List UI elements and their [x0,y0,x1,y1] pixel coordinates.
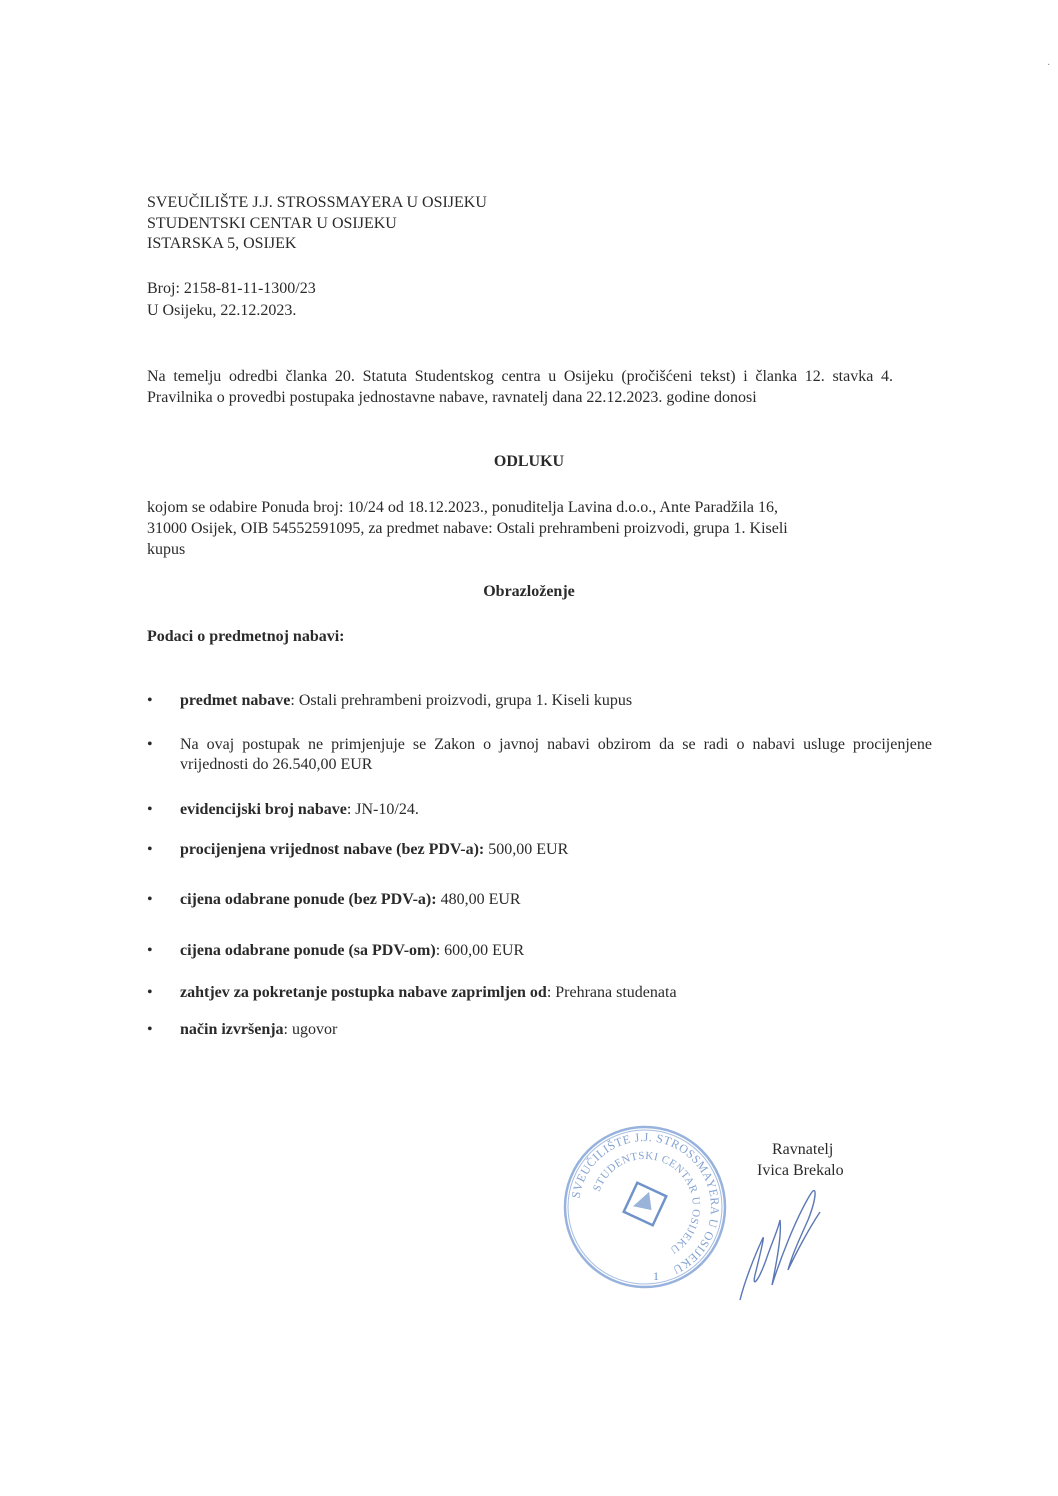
intro-paragraph: Na temelju odredbi članka 20. Statuta Studentskog centra u Osijeku (pročišćeni tekst) i članka 12. stavka 4. Pravilnika o provedbi postupaka jednostavne nabave, ravnatelj dana 22.12.2023. godine donosi [147,368,893,406]
reason-title: Obrazloženje [483,583,575,600]
item-value: 500,00 EUR [484,841,569,858]
bullet-icon: • [147,1021,153,1038]
header-line-3: ISTARSKA 5, OSIJEK [147,235,297,252]
list-item [180,941,932,961]
bullet-icon: • [147,942,153,959]
item-label: predmet nabave [180,692,291,709]
item-label: način izvršenja [180,1021,284,1038]
item-label: cijena odabrane ponude (bez PDV-a): [180,891,437,908]
reference-number: Broj: 2158-81-11-1300/23 [147,280,316,297]
list-item [180,983,932,1003]
handwritten-signature-icon [700,1160,850,1310]
item-value: : Ostali prehrambeni proizvodi, grupa 1. Kiseli kupus [290,692,633,709]
decision-text-line-1: kojom se odabire Ponuda broj: 10/24 od 18.12.2023., ponuditelja Lavina d.o.o., Ante Paradžila 16, [147,499,779,516]
decision-text-line-2: 31000 Osijek, OIB 54552591095, za predmet nabave: Ostali prehrambeni proizvodi, grupa 1. Kiseli [147,520,788,537]
item-value: 480,00 EUR [436,891,521,908]
list-item [180,1020,932,1040]
stamp-emblem-icon [616,1175,674,1233]
decision-text-line-3: kupus [147,541,186,558]
item-value: : 600,00 EUR [435,942,525,959]
margin-mark: · [1047,60,1051,71]
list-item [180,840,932,860]
bullet-icon: • [147,891,153,908]
list-item [180,890,932,910]
header-line-2: STUDENTSKI CENTAR U OSIJEKU [147,215,397,232]
list-item [180,735,932,775]
item-label: cijena odabrane ponude (sa PDV-om) [180,942,436,959]
decision-title: ODLUKU [493,453,565,470]
header-line-1: SVEUČILIŠTE J.J. STROSSMAYERA U OSIJEKU [147,194,487,211]
item-label: evidencijski broj nabave [180,801,347,818]
bullet-icon: • [147,692,153,709]
bullet-icon: • [147,841,153,858]
stamp-inner-text: STUDENTSKI CENTAR U OSIJEKU [590,1149,703,1256]
list-item [180,800,932,820]
place-date: U Osijeku, 22.12.2023. [147,302,297,319]
item-label: procijenjena vrijednost nabave (bez PDV-a): [180,841,485,858]
bullet-icon: • [147,801,153,818]
list-item [180,691,932,711]
item-value: : JN-10/24. [346,801,419,818]
stamp-outer-text: SVEUČILIŠTE J.J. STROSSMAYERA U OSIJEKU [568,1129,723,1278]
signature-role: Ravnatelj [772,1141,834,1158]
stamp-number: 1 [653,1269,659,1283]
bullet-icon: • [147,736,153,753]
signature-name: Ivica Brekalo [757,1162,844,1179]
item-value: Na ovaj postupak ne primjenjuje se Zakon o javnoj nabavi obzirom da se radi o nabavi usluge procijenjene vrijednosti do 26.540,00 EUR [180,736,932,773]
bullet-icon: • [147,984,153,1001]
item-value: : Prehrana studenata [546,984,677,1001]
section-title: Podaci o predmetnoj nabavi: [147,628,345,645]
item-value: : ugovor [283,1021,338,1038]
item-label: zahtjev za pokretanje postupka nabave zaprimljen od [180,984,547,1001]
